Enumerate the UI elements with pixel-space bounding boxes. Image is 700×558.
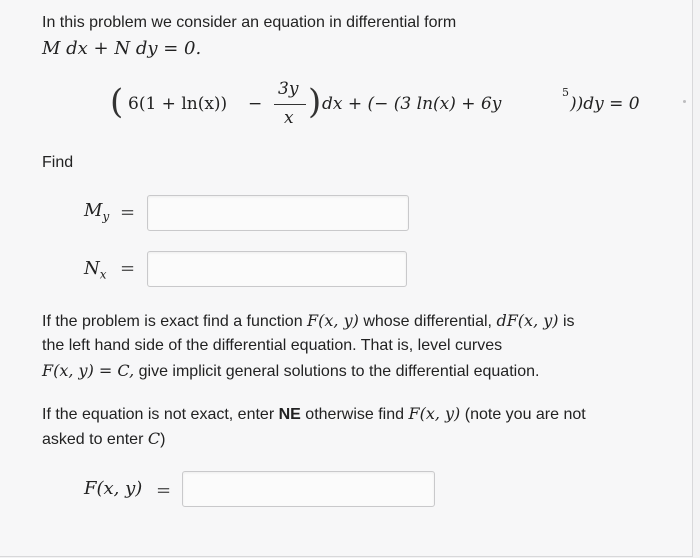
find-label: Find (42, 154, 74, 171)
nx-label-main: N (84, 258, 100, 279)
left-paren: ( (110, 82, 124, 122)
my-label (84, 200, 109, 224)
fraction-numerator: 3y (278, 79, 299, 99)
term1-base: 6(1 + ln(x)) (128, 94, 228, 114)
term1-suffix: dx + (− (3 ln(x) + 6y (322, 94, 502, 114)
exact-line-1d: dF(x, y) (496, 311, 559, 330)
exact-line-3b: give implicit general solutions to the differential equation. (138, 363, 540, 380)
exact-line-1c: whose differential, (363, 313, 492, 330)
not-exact-line-2a: asked to enter (42, 431, 144, 448)
my-answer-input[interactable] (147, 195, 409, 231)
my-label-sub: y (102, 209, 110, 224)
exact-line-1e: is (562, 313, 575, 330)
exponent: 5 (562, 86, 569, 99)
my-label-main: M (84, 200, 103, 221)
not-exact-line-1a: If the equation is not exact, enter (42, 406, 275, 423)
intro-line-2: M dx + N dy = 0. (42, 38, 202, 59)
differential-equation (110, 72, 670, 136)
not-exact-line-2 (42, 428, 165, 451)
exact-line-3a: F(x, y) = C, (42, 361, 135, 380)
not-exact-line-1d: (note you are not (464, 406, 586, 423)
exact-line-1 (42, 310, 575, 333)
minus-sign: − (248, 94, 263, 114)
not-exact-line-1c: F(x, y) (408, 404, 461, 423)
my-equals: = (120, 202, 136, 223)
fraction-bar (274, 104, 306, 105)
term2-suffix: ))dy = 0 (570, 94, 640, 114)
fraction-denominator: x (284, 108, 294, 128)
not-exact-line-1 (42, 403, 586, 426)
nx-label-sub: x (99, 267, 107, 282)
ne-keyword: NE (278, 406, 301, 423)
exact-line-1b: F(x, y) (307, 311, 359, 330)
nx-label (84, 258, 107, 282)
not-exact-line-1b: otherwise find (305, 406, 405, 423)
exact-line-3 (42, 360, 539, 383)
f-label: F(x, y) (84, 478, 143, 499)
f-equals: = (156, 480, 172, 501)
f-answer-input[interactable] (182, 471, 435, 507)
exact-line-2: the left hand side of the differential equation. That is, level curves (42, 337, 503, 354)
not-exact-line-2c: ) (160, 431, 166, 448)
nx-answer-input[interactable] (147, 251, 407, 287)
intro-line-1: In this problem we consider an equation in differential form (42, 14, 457, 31)
nx-equals: = (120, 258, 136, 279)
scroll-dot (683, 100, 686, 103)
exact-line-1a: If the problem is exact find a function (42, 313, 303, 330)
right-paren: ) (308, 82, 322, 122)
not-exact-line-2b: C (147, 429, 161, 448)
